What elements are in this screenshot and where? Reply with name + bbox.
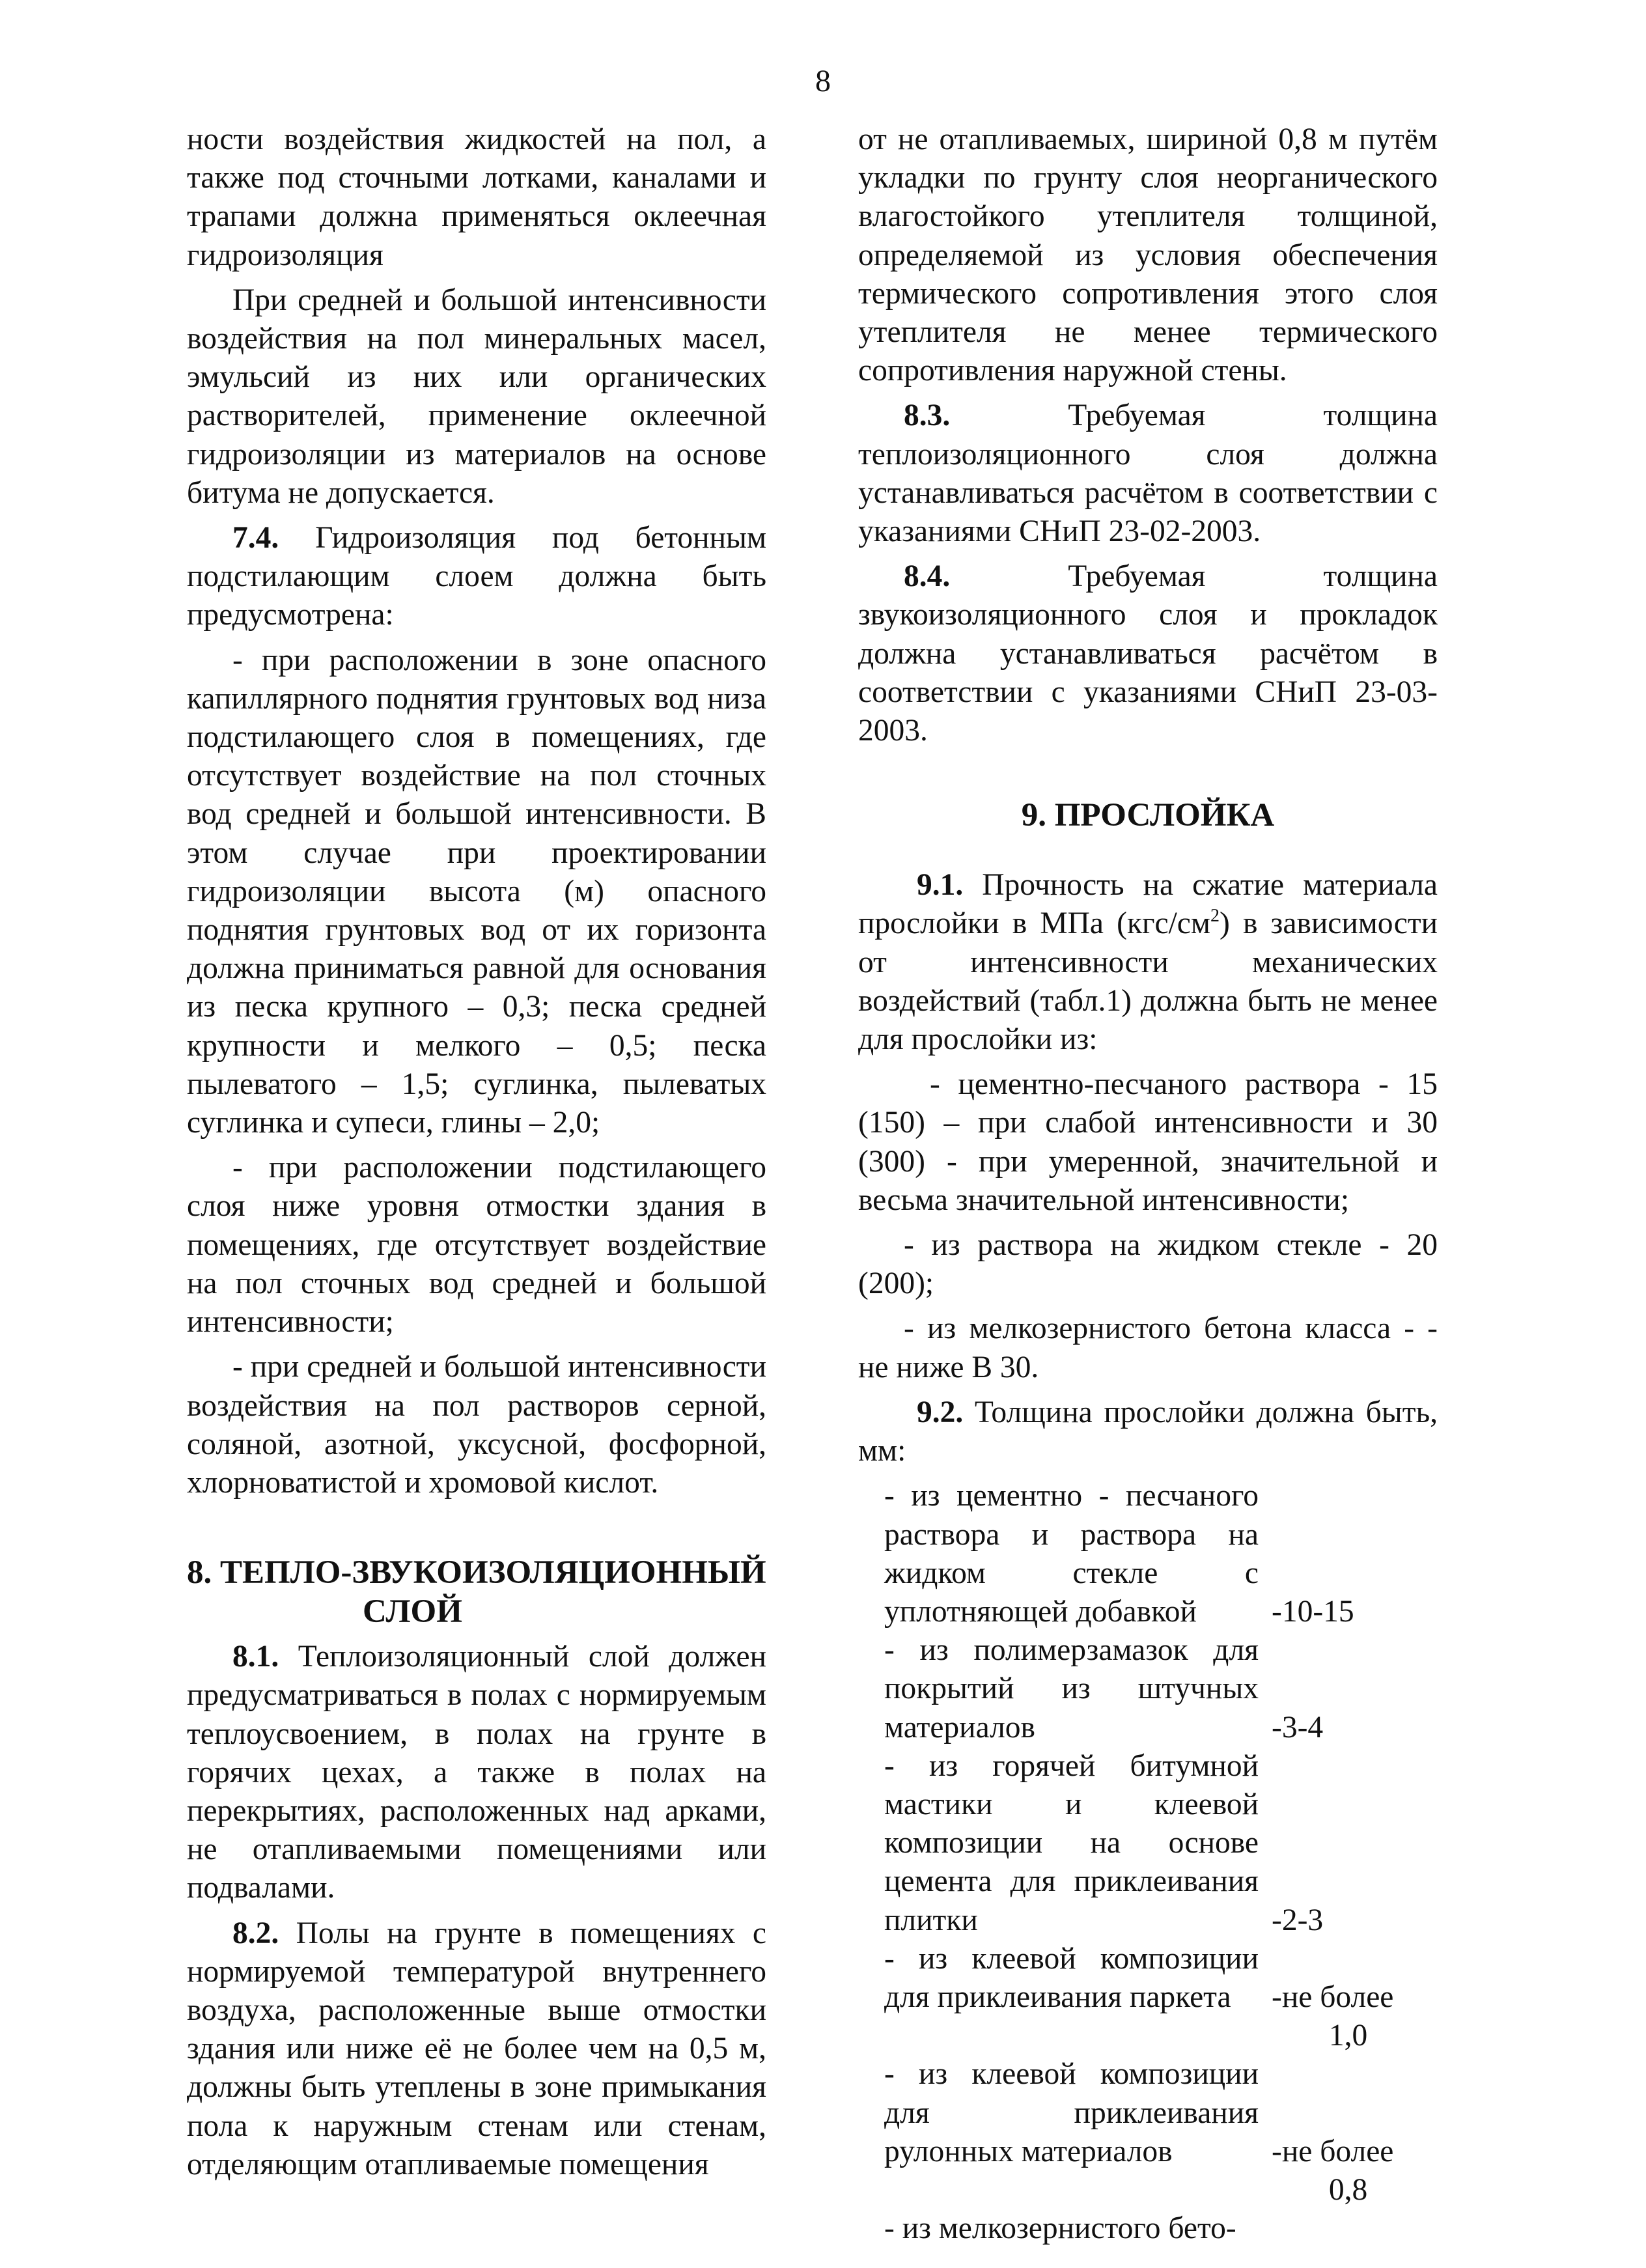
list-item: - цементно-песчаного раствора - 15 (150) – при слабой интенсивности и 30 (300) - при умеренной, значительной и весьма значительной интенсивности; (858, 1067, 1438, 1217)
thickness-item-value: -не более (1272, 1980, 1394, 2014)
clause-text: ) в зависимости от интенсивности механических воздействий (табл.1) должна быть не менее для прослойки из: (858, 906, 1438, 1057)
thickness-item-desc: - из клеевой композиции для приклеивания рулонных материалов (884, 2057, 1259, 2168)
thickness-item-value: -2-3 (1272, 1903, 1324, 1937)
clause-text: Требуемая толщина теплоизоляционного слоя должна устанавливаться расчётом в соответствии с указаниями СНиП 23-02-2003. (858, 399, 1438, 549)
thickness-item-spacer (858, 2171, 1259, 2209)
clause-text: Полы на грунте в помещениях с нормируемой температурой внутреннего воздуха, расположенные выше отмостки здания или ниже её не более чем на 0,5 м, должны быть утеплены в зоне примыкания пола к наружным стенам или стенам, отделяющим отапливаемые помещения (187, 1916, 766, 2181)
clause-number: 8.1. (232, 1640, 279, 1674)
paragraph-continuation: от не отапливаемых, шириной 0,8 м путём укладки по грунту слоя неорганического влагостойкого утеплителя толщиной, определяемой из условия обеспечения термического сопротивления этого слоя утеплителя не менее термического сопротивления наружной стены. (858, 122, 1438, 388)
list-item: - при расположении подстилающего слоя ниже уровня отмостки здания в помещениях, где отсутствует воздействие на пол сточных вод средней и большой интенсивности; (187, 1151, 766, 1339)
page-number: 8 (815, 64, 831, 98)
list-item: - из мелкозернистого бетона класса - - не ниже В 30. (858, 1311, 1438, 1384)
paragraph-8-2 (187, 1914, 766, 2184)
clause-number: 8.4. (904, 559, 951, 594)
clause-number: 8.2. (232, 1916, 279, 1950)
section-heading-8 (187, 1553, 766, 1631)
paragraph-8-1 (187, 1638, 766, 1907)
paragraph-7-4 (187, 519, 766, 635)
clause-number: 7.4. (232, 521, 279, 555)
thickness-item-value: -10-15 (1272, 1594, 1354, 1629)
paragraph-bitumen-restriction: При средней и большой интенсивности воздействия на пол минеральных масел, эмульсий из них или органических растворителей, применение оклеечной гидроизоляции из материалов на основе битума не допускается. (187, 283, 766, 510)
thickness-item-value: -не более (1272, 2134, 1394, 2168)
paragraph-9-2 (858, 1393, 1438, 1470)
thickness-item-desc: - из горячей битумной мастики и клеевой композиции на основе цемента для приклеивания плитки (884, 1748, 1259, 1937)
paragraph-continuation: ности воздействия жидкостей на пол, а также под сточными лотками, каналами и трапами должна применяться оклеечная гидроизоляция (187, 122, 766, 272)
thickness-list (858, 1477, 1438, 2248)
list-item: - при расположении в зоне опасного капиллярного поднятия грунтовых вод низа подстилающего слоя в помещениях, где отсутствует воздействие на пол сточных вод средней и большой интенсивности. В этом случае при проектировании гидроизоляции высота (м) опасного поднятия грунтовых вод от их горизонта должна приниматься равной для основания из песка крупного – 0,3; песка средней крупности и мелкого – 0,5; песка пылеватого – 1,5; суглинка, пылеватых суглинка и супеси, глины – 2,0; (187, 643, 766, 1140)
list-item: - при средней и большой интенсивности воздействия на пол растворов серной, соляной, азотной, уксусной, фосфорной, хлорноватистой и хромовой кислот. (187, 1350, 766, 1500)
thickness-item-desc: - из полимерзамазок для покрытий из штучных материалов (884, 1633, 1259, 1744)
clause-number: 9.1. (917, 868, 964, 903)
thickness-item-desc: - из мелкозернистого бето- (884, 2211, 1236, 2246)
clause-number: 8.3. (904, 399, 951, 433)
clause-text: Требуемая толщина звукоизоляционного слоя и прокладок должна устанавливаться расчётом в соответствии с указаниями СНиП 23-03-2003. (858, 559, 1438, 748)
thickness-item-desc: - из цементно - песчаного раствора и раствора на жидком стекле с уплотняющей добавкой (884, 1479, 1259, 1629)
list-item: - из раствора на жидком стекле - 20 (200); (858, 1228, 1438, 1301)
clause-number: 9.2. (917, 1395, 964, 1429)
clause-text: Теплоизоляционный слой должен предусматриваться в полах с нормируемым теплоусвоением, в полах на грунте в горячих цехах, а также в полах на перекрытиях, расположенных над арками, не отапливаемыми помещениями или подвалами. (187, 1640, 766, 1905)
thickness-item-value: -3-4 (1272, 1710, 1324, 1744)
clause-text: Прочность на сжатие материала прослойки в МПа (кгс/см (858, 868, 1438, 941)
clause-text: Гидроизоляция под бетонным подстилающим слоем должна быть предусмотрена: (187, 521, 766, 632)
right-column (858, 120, 1438, 2248)
section-heading-line: 8. ТЕПЛО-ЗВУКОИЗОЛЯЦИОННЫЙ (187, 1554, 766, 1591)
paragraph-8-4 (858, 557, 1438, 750)
left-column (187, 120, 766, 2191)
thickness-item-value-cont: 0,8 (1328, 2172, 1368, 2207)
thickness-item-value-cont: 1,0 (1328, 2019, 1368, 2053)
thickness-item-spacer (858, 2017, 1259, 2055)
paragraph-9-1 (858, 866, 1438, 1059)
superscript: 2 (1210, 906, 1220, 927)
clause-text: Толщина прослойки должна быть, мм: (858, 1395, 1438, 1468)
thickness-item-desc: - из клеевой композиции для приклеивания паркета (884, 1941, 1259, 2014)
section-heading-9: 9. ПРОСЛОЙКА (1021, 797, 1275, 834)
section-heading-line: СЛОЙ (363, 1593, 462, 1631)
paragraph-8-3 (858, 397, 1438, 551)
